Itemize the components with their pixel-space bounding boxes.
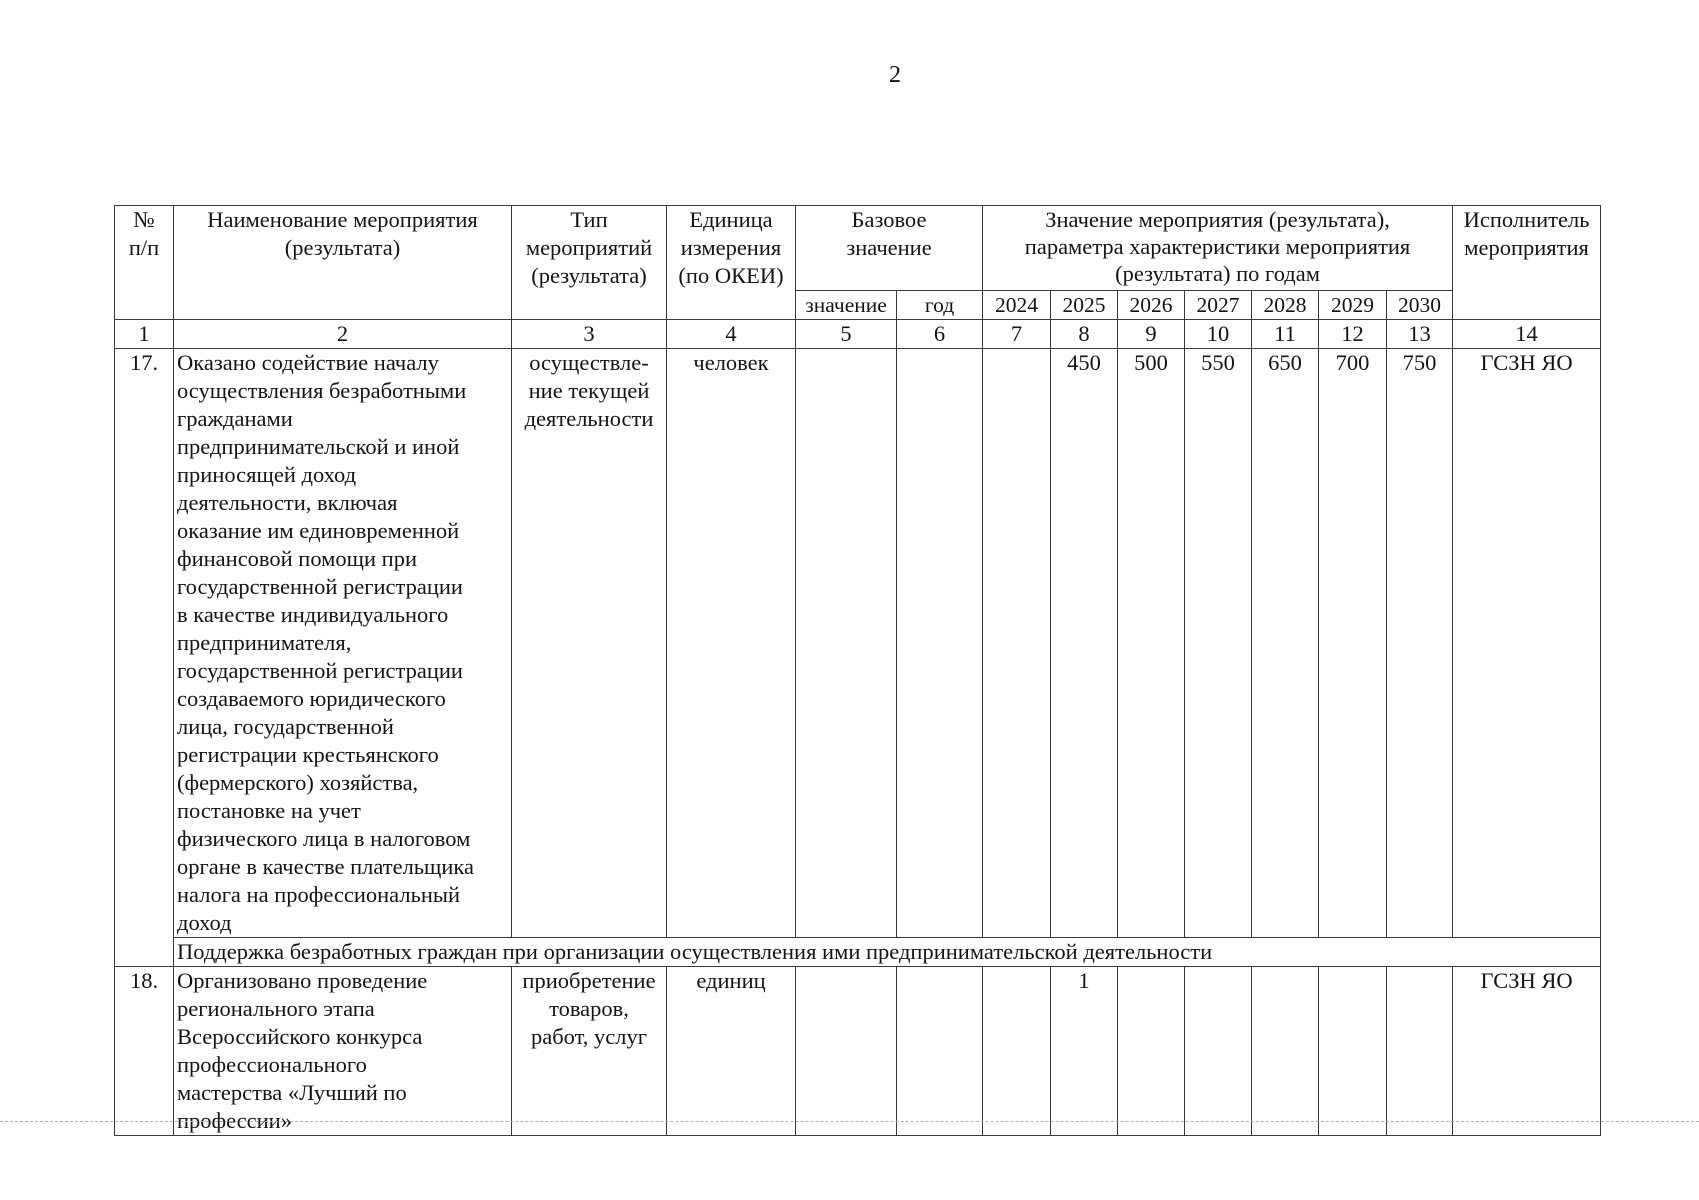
column-number: 13 (1387, 320, 1453, 349)
section-row (115, 938, 1601, 967)
row-value-2029 (1319, 967, 1387, 1136)
header-year: 2025 (1051, 291, 1118, 320)
table-row (115, 349, 1601, 938)
column-number: 1 (115, 320, 174, 349)
header-unit: Единица измерения (по ОКЕИ) (667, 206, 796, 320)
column-number: 5 (796, 320, 897, 349)
table-row (115, 967, 1601, 1136)
scan-artifact-line (0, 1121, 1699, 1122)
header-year: 2029 (1319, 291, 1387, 320)
header-row (115, 206, 1601, 291)
section-title: Поддержка безработных граждан при организации осуществления ими предпринимательской деятельности (174, 938, 1601, 967)
column-number: 10 (1185, 320, 1252, 349)
row-value-2024 (983, 967, 1051, 1136)
column-number: 11 (1252, 320, 1319, 349)
row-value-2025: 450 (1051, 349, 1118, 938)
row-unit: человек (667, 349, 796, 938)
row-value-2028 (1252, 967, 1319, 1136)
header-num: № п/п (115, 206, 174, 320)
column-number: 14 (1453, 320, 1601, 349)
row-value-2030: 750 (1387, 349, 1453, 938)
row-type: приобретение товаров, работ, услуг (512, 967, 667, 1136)
row-name: Организовано проведение регионального этапа Всероссийского конкурса профессионального мастерства «Лучший по профессии» (174, 967, 512, 1136)
row-value-2026: 500 (1118, 349, 1185, 938)
row-num: 17. (115, 349, 174, 967)
column-number: 6 (897, 320, 983, 349)
row-value-2026 (1118, 967, 1185, 1136)
header-year: 2028 (1252, 291, 1319, 320)
row-unit: единиц (667, 967, 796, 1136)
row-value-2029: 700 (1319, 349, 1387, 938)
row-value-2030 (1387, 967, 1453, 1136)
column-number: 2 (174, 320, 512, 349)
header-year: 2030 (1387, 291, 1453, 320)
header-name: Наименование мероприятия (результата) (174, 206, 512, 320)
column-number: 7 (983, 320, 1051, 349)
row-value-2027: 550 (1185, 349, 1252, 938)
row-value-2027 (1185, 967, 1252, 1136)
row-executor: ГСЗН ЯО (1453, 967, 1601, 1136)
header-year: 2024 (983, 291, 1051, 320)
header-base-value: значение (796, 291, 897, 320)
row-value-2024 (983, 349, 1051, 938)
header-base: Базовое значение (796, 206, 983, 291)
column-number: 12 (1319, 320, 1387, 349)
column-number: 3 (512, 320, 667, 349)
row-value-2028: 650 (1252, 349, 1319, 938)
header-values: Значение мероприятия (результата), параметра характеристики мероприятия (результата) по годам (983, 206, 1453, 291)
column-number: 8 (1051, 320, 1118, 349)
column-number: 4 (667, 320, 796, 349)
row-base-value (796, 349, 897, 938)
row-executor: ГСЗН ЯО (1453, 349, 1601, 938)
header-type: Тип мероприятий (результата) (512, 206, 667, 320)
column-number-row (115, 320, 1601, 349)
row-base-year (897, 349, 983, 938)
header-executor: Исполнитель мероприятия (1453, 206, 1601, 320)
row-base-value (796, 967, 897, 1136)
row-value-2025: 1 (1051, 967, 1118, 1136)
row-type: осуществле- ние текущей деятельности (512, 349, 667, 938)
page-number: 2 (889, 62, 901, 88)
header-year: 2027 (1185, 291, 1252, 320)
row-num: 18. (115, 967, 174, 1136)
header-base-year: год (897, 291, 983, 320)
header-year: 2026 (1118, 291, 1185, 320)
measures-table (114, 205, 1601, 1136)
column-number: 9 (1118, 320, 1185, 349)
row-base-year (897, 967, 983, 1136)
row-name: Оказано содействие началу осуществления безработными гражданами предпринимательской и иной приносящей доход деятельности, включая оказание им единовременной финансовой помощи при государственной регистрации в качестве индивидуального предпринимателя, государственной регистрации создаваемого юридического лица, государственной регистрации крестьянского (фермерского) хозяйства, постановке на учет физического лица в налоговом органе в качестве плательщика налога на профессиональный доход (174, 349, 512, 938)
